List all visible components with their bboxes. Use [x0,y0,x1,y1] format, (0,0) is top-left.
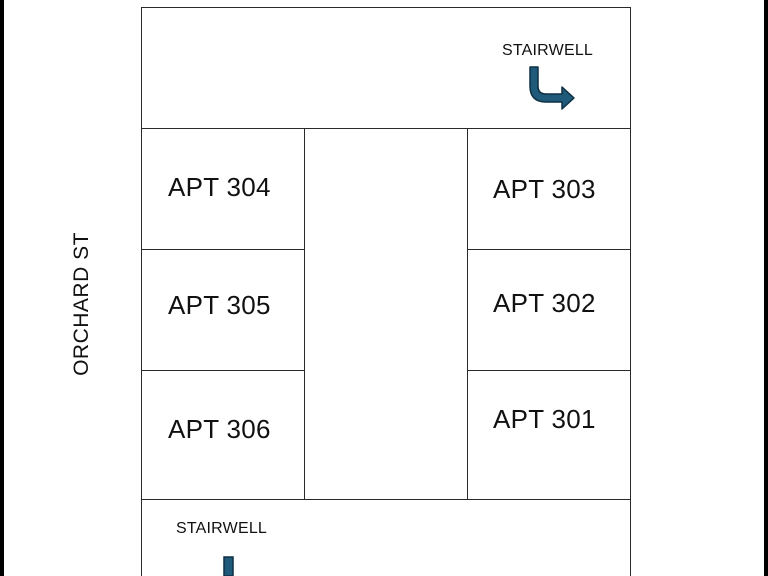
curved-arrow-right-icon [524,66,578,108]
hallway [304,128,469,501]
apt-304-label: APT 304 [168,172,271,202]
curved-arrow-down-icon [222,557,236,576]
stairwell-top-label: STAIRWELL [502,42,594,59]
frame-border-right [764,0,768,576]
apt-306-label: APT 306 [168,414,271,444]
stairwell-bottom-label: STAIRWELL [176,520,268,537]
street-label: ORCHARD ST [70,232,93,376]
apt-303-label: APT 303 [493,174,596,204]
apt-305-label: APT 305 [168,290,271,320]
apt-301-label: APT 301 [493,404,596,434]
frame-border-left [0,0,4,576]
apt-302-label: APT 302 [493,288,596,318]
apt-301-room [467,370,631,501]
